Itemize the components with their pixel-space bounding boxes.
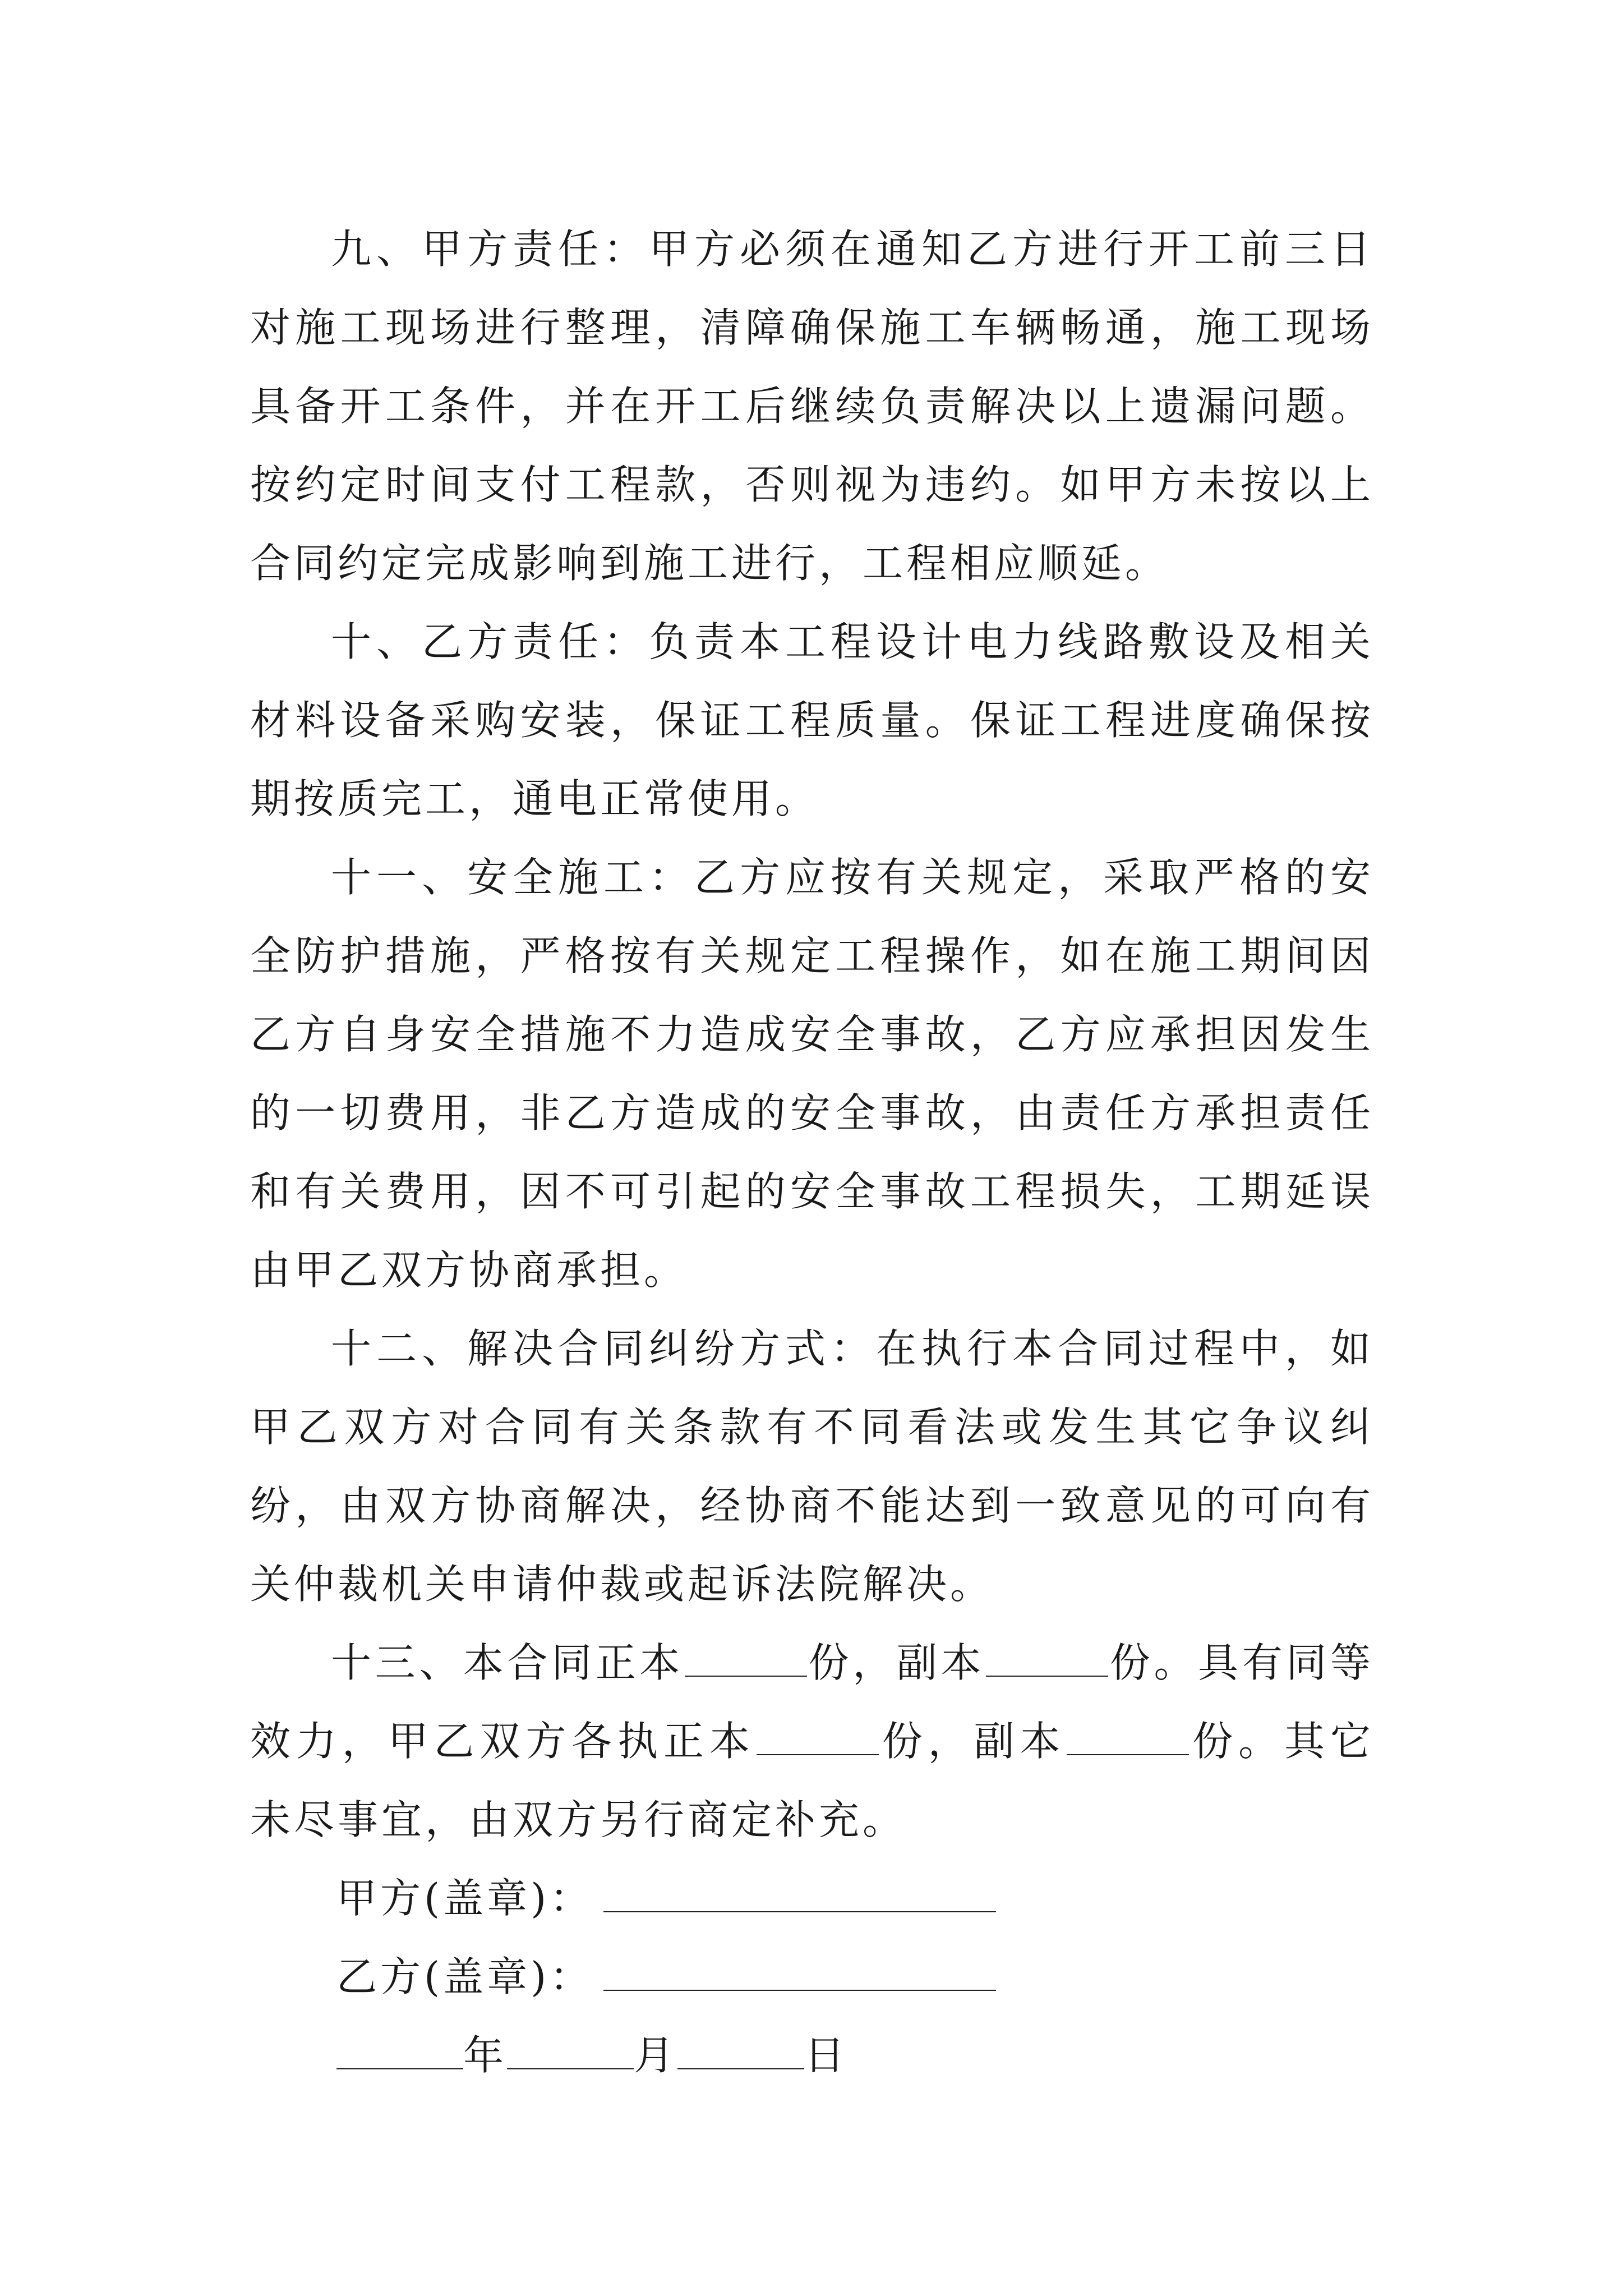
clause-thirteen-part5: 份。其它未尽事宜，由双方另行商定补充。 [250, 1718, 1374, 1843]
original-copies-blank [685, 1641, 807, 1677]
party-a-signature-blank [603, 1876, 996, 1912]
month-label: 月 [634, 2032, 678, 2079]
party-a-label: 甲方(盖章)： [336, 1875, 594, 1922]
date-line [250, 2016, 1374, 2095]
clause-thirteen [250, 1623, 1374, 1859]
duplicate-copies-blank [986, 1641, 1108, 1677]
each-party-original-blank [757, 1719, 879, 1755]
clause-thirteen-part4: 份，副本 [879, 1718, 1066, 1765]
contract-body [250, 210, 1374, 2095]
party-b-signature-line [250, 1938, 1374, 2016]
clause-ten: 十、乙方责任：负责本工程设计电力线路敷设及相关材料设备采购安装，保证工程质量。保证工程进度确保按期按质完工，通电正常使用。 [250, 618, 1374, 822]
month-blank [507, 2033, 634, 2069]
each-party-duplicate-blank [1067, 1719, 1189, 1755]
clause-thirteen-part2: 份，副本 [808, 1639, 985, 1686]
day-label: 日 [804, 2032, 849, 2079]
party-a-signature-line [250, 1859, 1374, 1938]
clause-eleven: 十一、安全施工：乙方应按有关规定，采取严格的安全防护措施，严格按有关规定工程操作，如在施工期间因乙方自身安全措施不力造成安全事故，乙方应承担因发生的一切费用，非乙方造成的安全事故，由责任方承担责任和有关费用，因不可引起的安全事故工程损失，工期延误由甲乙双方协商承担。 [250, 854, 1374, 1294]
year-label: 年 [463, 2032, 508, 2079]
clause-thirteen-part3: 份。具有同等效力，甲乙双方各执正本 [250, 1639, 1374, 1765]
party-b-signature-blank [603, 1955, 996, 1991]
party-b-label: 乙方(盖章)： [336, 1953, 594, 2000]
clause-twelve: 十二、解决合同纠纷方式：在执行本合同过程中，如甲乙双方对合同有关条款有不同看法或发生其它争议纠纷，由双方协商解决，经协商不能达到一致意见的可向有关仲裁机关申请仲裁或起诉法院解决。 [250, 1325, 1374, 1608]
clause-thirteen-part1: 十三、本合同正本 [331, 1639, 684, 1686]
clause-nine: 九、甲方责任：甲方必须在通知乙方进行开工前三日对施工现场进行整理，清障确保施工车辆畅通，施工现场具备开工条件，并在开工后继续负责解决以上遗漏问题。按约定时间支付工程款，否则视为违约。如甲方未按以上合同约定完成影响到施工进行，工程相应顺延。 [250, 226, 1374, 587]
day-blank [677, 2033, 804, 2069]
year-blank [336, 2033, 463, 2069]
